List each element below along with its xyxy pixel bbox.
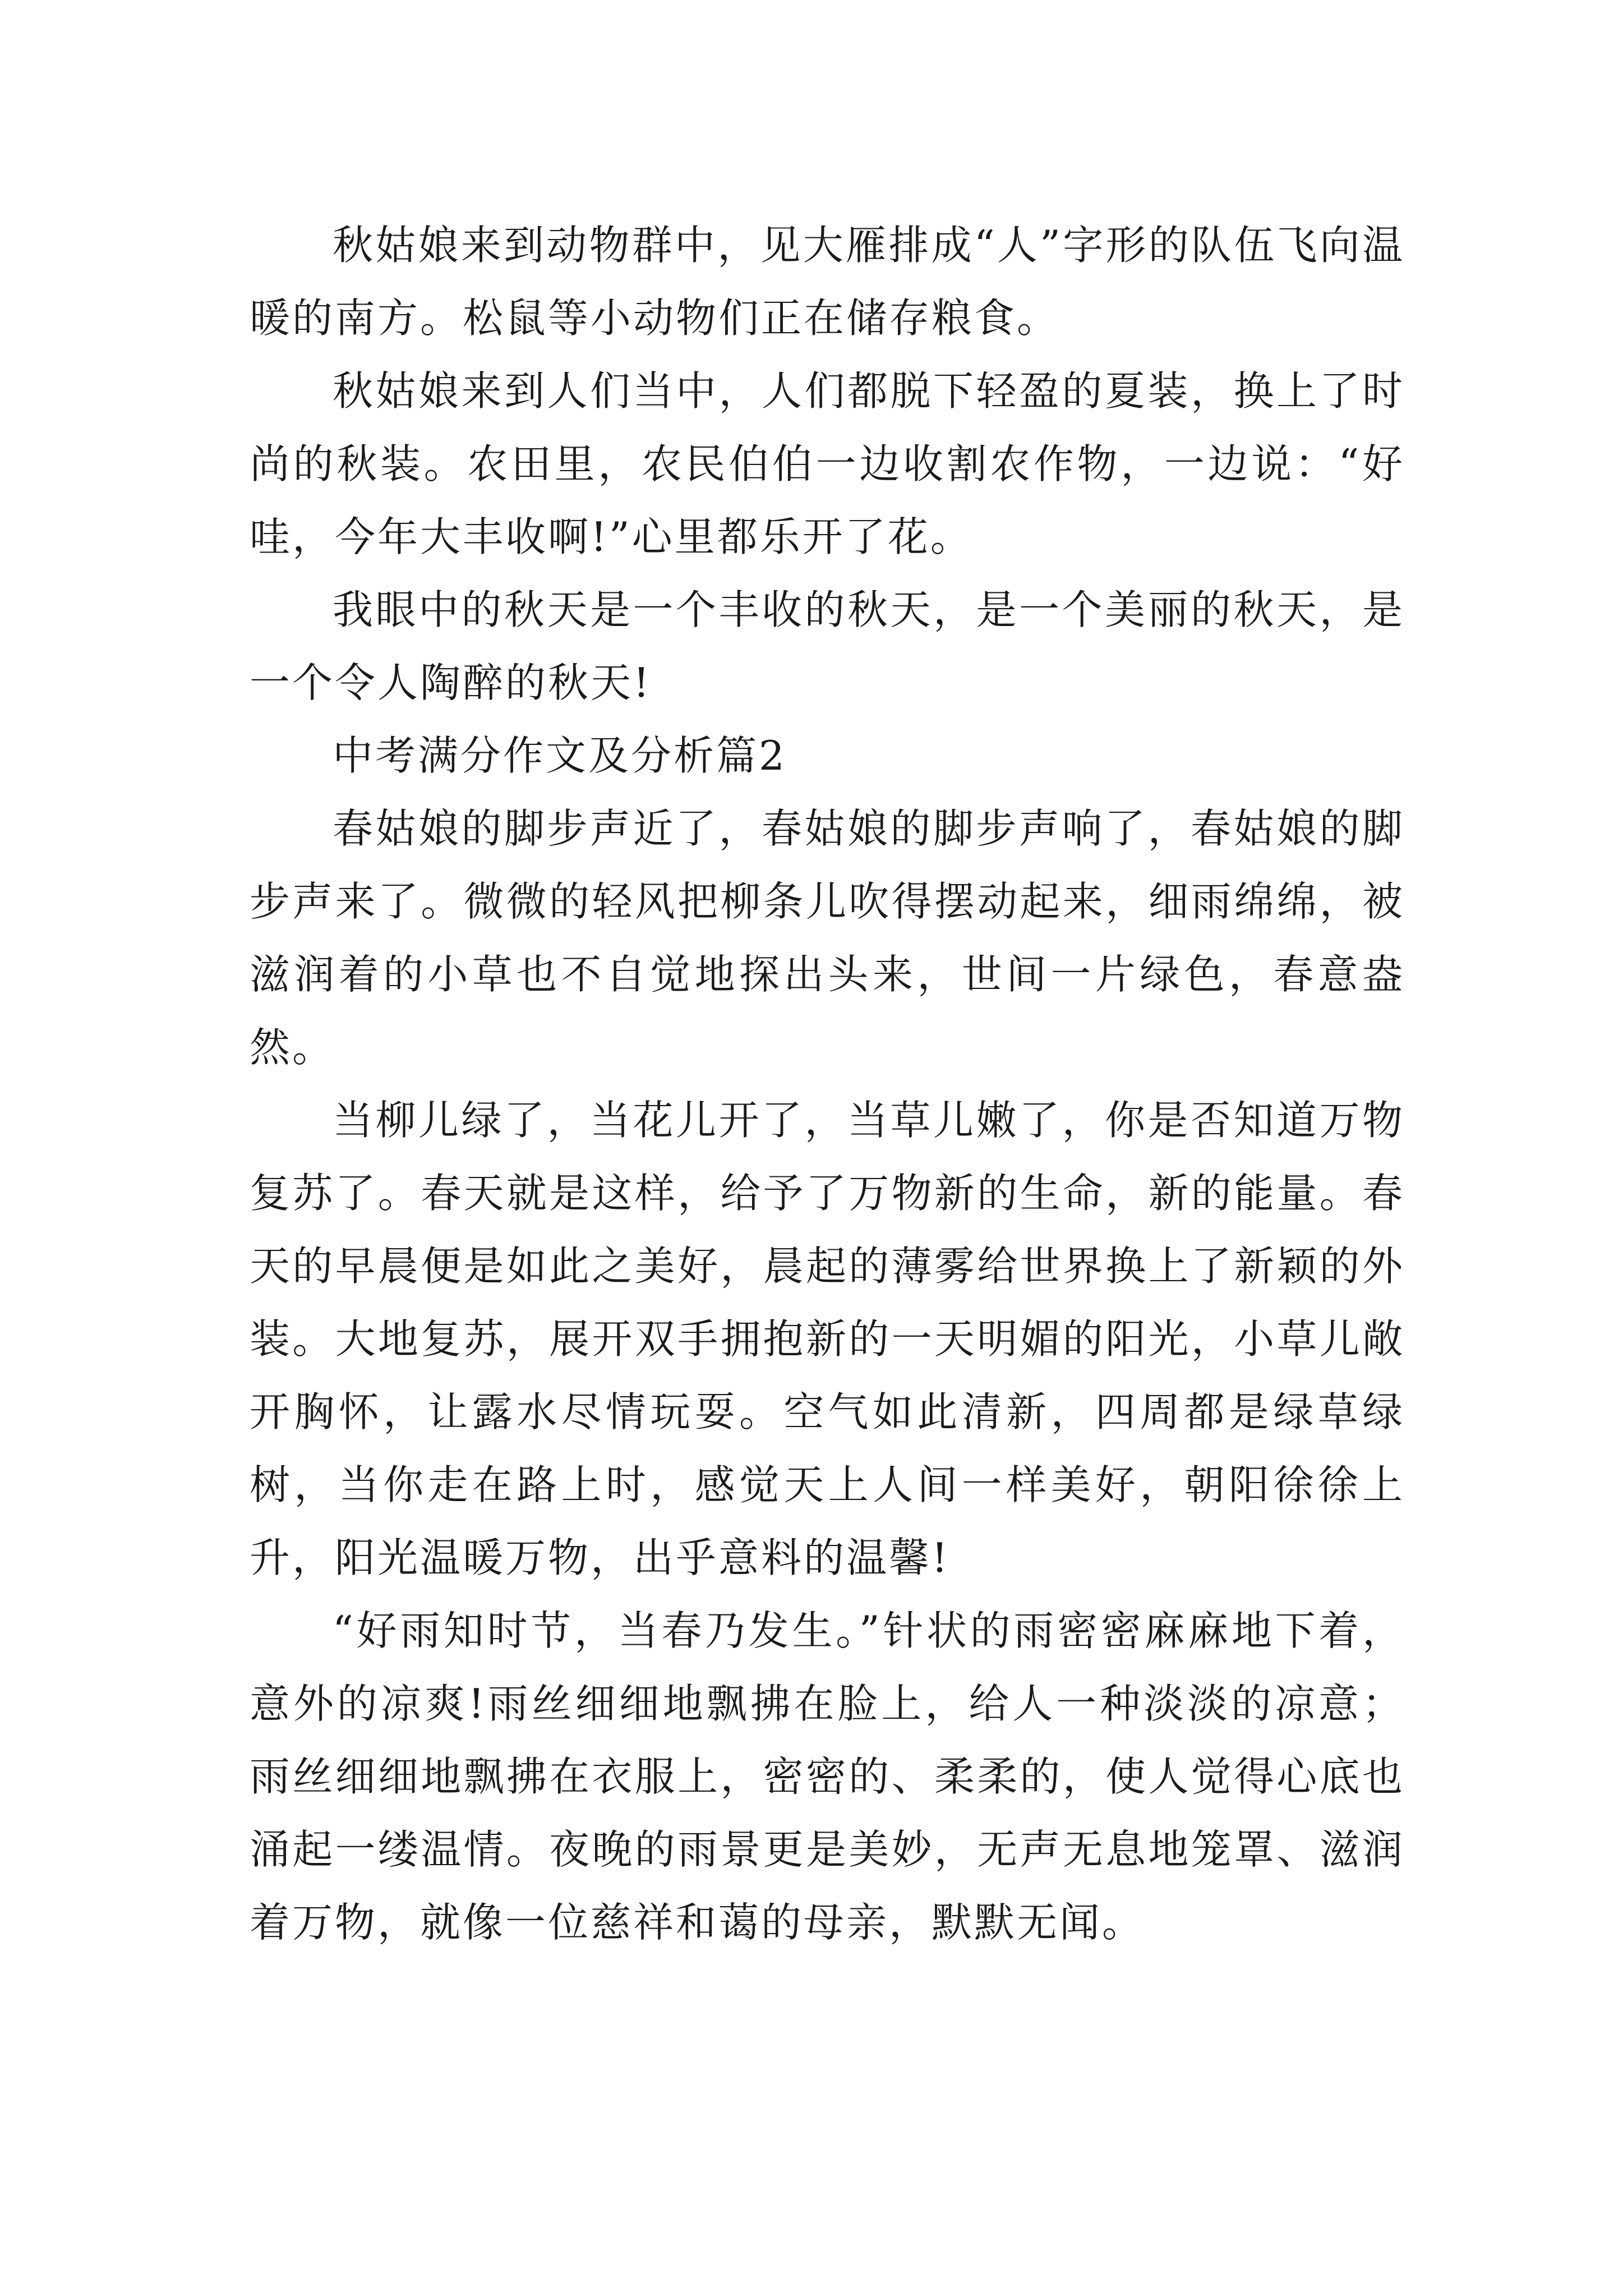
paragraph: “好雨知时节，当春乃发生。”针状的雨密密麻麻地下着，意外的凉爽!雨丝细细地飘拂在脸上，给人一种淡淡的凉意；雨丝细细地飘拂在衣服上，密密的、柔柔的，使人觉得心底也涌起一缕温情。夜晚的雨景更是美妙，无声无息地笼罩、滋润着万物，就像一位慈祥和蔼的母亲，默默无闻。 — [250, 1607, 1405, 1946]
paragraph: 当柳儿绿了，当花儿开了，当草儿嫩了，你是否知道万物复苏了。春天就是这样，给予了万物新的生命，新的能量。春天的早晨便是如此之美好，晨起的薄雾给世界换上了新颖的外装。大地复苏，展开双手拥抱新的一天明媚的阳光，小草儿敞开胸怀，让露水尽情玩耍。空气如此清新，四周都是绿草绿树，当你走在路上时，感觉天上人间一样美好，朝阳徐徐上升，阳光温暖万物，出乎意料的温馨! — [250, 1097, 1405, 1581]
essay-body — [250, 209, 1405, 1959]
section-heading: 中考满分作文及分析篇2 — [333, 732, 787, 779]
paragraph: 春姑娘的脚步声近了，春姑娘的脚步声响了，春姑娘的脚步声来了。微微的轻风把柳条儿吹得摆动起来，细雨绵绵，被滋润着的小草也不自觉地探出头来，世间一片绿色，春意盎然。 — [250, 805, 1405, 1071]
paragraph: 秋姑娘来到动物群中，见大雁排成“人”字形的队伍飞向温暖的南方。松鼠等小动物们正在储存粮食。 — [250, 222, 1405, 342]
paragraph: 秋姑娘来到人们当中，人们都脱下轻盈的夏装，换上了时尚的秋装。农田里，农民伯伯一边收割农作物，一边说：“好哇，今年大丰收啊!”心里都乐开了花。 — [250, 367, 1405, 560]
paragraph: 我眼中的秋天是一个丰收的秋天，是一个美丽的秋天，是一个令人陶醉的秋天! — [250, 586, 1405, 706]
